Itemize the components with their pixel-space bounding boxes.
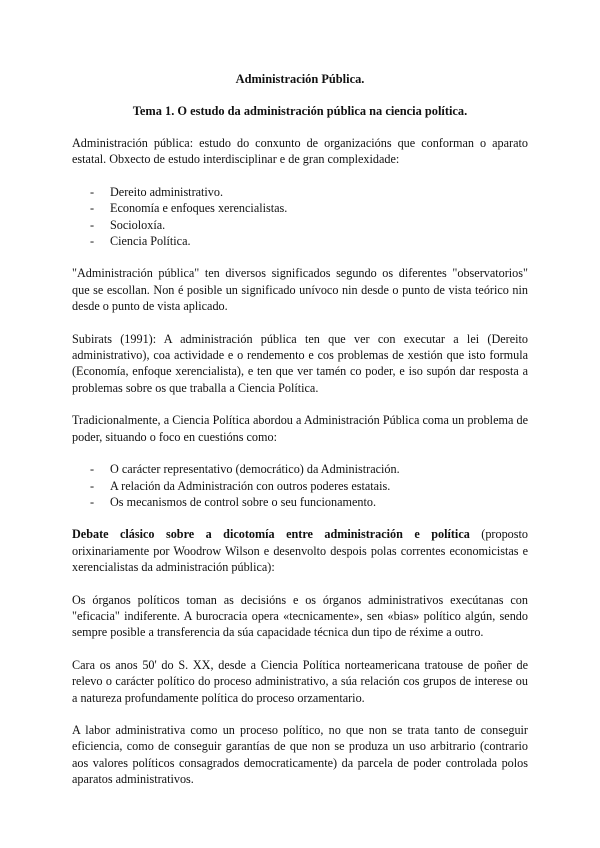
document-title: Administración Pública. — [235, 72, 365, 86]
paragraph-definition: Administración pública: estudo do conxunto de organizacións que conforman o aparato estatal. Obxecto de estudo interdisciplinar e de gran complexidade: — [72, 136, 528, 167]
list-dash: - — [90, 478, 95, 493]
list-dash: - — [90, 462, 95, 477]
list-item — [72, 200, 528, 216]
list-dash: - — [90, 184, 95, 199]
list-item — [72, 217, 528, 233]
list-item-text: Economía e enfoques xerencialistas. — [110, 201, 288, 216]
list-item-text: Os mecanismos de control sobre o seu funcionamento. — [110, 494, 377, 509]
paragraph-subirats: Subirats (1991): A administración pública ten que ver con executar a lei (Dereito administrativo), coa actividade e o rendemento e cos problemas de xestión que isto formula (Economía, enfoque xerencialista), e ten que ver tamén co poder, e iso supón dar resposta a problemas sobre os que traballa a Ciencia Política. — [72, 331, 528, 395]
list-item-text: A relación da Administración con outros poderes estatais. — [110, 478, 391, 493]
list-item-text: Socioloxía. — [110, 217, 166, 232]
disciplines-list — [72, 184, 528, 250]
paragraph-traditional: Tradicionalmente, a Ciencia Política abordou a Administración Pública coma un problema de poder, situando o foco en cuestións como: — [72, 413, 528, 444]
list-item — [72, 494, 528, 510]
paragraph-debate — [72, 526, 528, 575]
issues-list — [72, 461, 528, 510]
paragraph-organs: Os órganos políticos toman as decisións e os órganos administrativos execútanas con "eficacia" indiferente. A burocracia opera «tecnicamente», sen «bias» político algún, sendo sempre posible a transferencia da súa capacidade técnica dun tipo de réxime a outro. — [72, 592, 528, 640]
list-item-text: O carácter representativo (democrático) da Administración. — [110, 462, 400, 477]
list-dash: - — [90, 217, 95, 232]
paragraph-fifties: Cara os anos 50' do S. XX, desde a Ciencia Política norteamericana tratouse de poñer de relevo o carácter político do proceso administrativo, a súa relación cos grupos de interese ou a natureza profundamente política do proceso orzamentario. — [72, 657, 528, 705]
debate-heading: Debate clásico sobre a dicotomía entre administración e política — [72, 527, 470, 542]
list-item — [72, 478, 528, 494]
paragraph-meanings: "Administración pública" ten diversos significados segundo os diferentes "observatorios" que se escollan. Non é posible un significado unívoco nin desde o punto de vista teórico nin desde o punto de vista aplicado. — [72, 266, 528, 314]
list-item — [72, 461, 528, 477]
list-item — [72, 184, 528, 200]
list-dash: - — [90, 494, 95, 509]
list-item-text: Dereito administrativo. — [110, 184, 224, 199]
debate-text: (proposto orixinariamente por Woodrow Wilson e desenvolto despois polas correntes economicistas e xerencialistas da administración pública): — [72, 527, 528, 575]
list-item-text: Ciencia Política. — [110, 234, 191, 249]
document-body — [72, 135, 528, 804]
paragraph-political-process: A labor administrativa como un proceso político, no que non se trata tanto de conseguir eficiencia, como de conseguir garantías de que non se produza un uso arbitrario (contrario aos valores políticos consagrados democraticamente) da parcela de poder controlada polos aparatos administrativos. — [72, 722, 528, 787]
list-dash: - — [90, 201, 95, 216]
list-dash: - — [90, 234, 95, 249]
document-subtitle: Tema 1. O estudo da administración pública na ciencia política. — [132, 104, 468, 118]
list-item — [72, 233, 528, 249]
